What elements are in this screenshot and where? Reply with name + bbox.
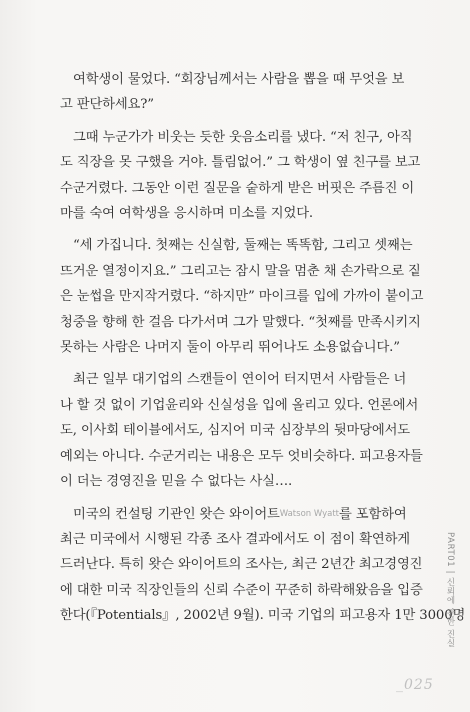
text-line: 예외는 아니다. 수군거리는 내용은 모두 엇비슷하다. 피고용자들 <box>60 448 423 464</box>
text-line: 한다(『Potentials』, 2002년 9월). 미국 기업의 피고용자 1만 3000명 <box>60 608 466 624</box>
text-line: 도 직장을 못 구했을 거야. 틀림없어.” 그 학생이 옆 친구를 보고 <box>60 155 421 171</box>
text-line: 은 눈썹을 만지작거렸다. “하지만” 마이크를 입에 가까이 붙이고 <box>60 289 424 305</box>
text-line: “세 가집니다. 첫째는 신실함, 둘째는 똑똑함, 그리고 셋째는 <box>73 238 413 254</box>
text-line: 청중을 향해 한 걸음 다가서며 그가 말했다. “첫째를 만족시키지 <box>60 314 421 330</box>
text-line: 마를 숙여 여학생을 응시하며 미소를 지었다. <box>60 206 313 222</box>
text-segment: 를 포함하여 <box>339 506 407 522</box>
text-line: 뜨거운 열정이지요.” 그리고는 잠시 말을 멈춘 채 손가락으로 짙 <box>60 263 421 279</box>
running-header-vertical: PART01 | 신뢰에 관한 진실 <box>445 532 455 648</box>
text-line: 못하는 사람은 나머지 둘이 아무리 뛰어나도 소용없습니다.” <box>60 340 400 356</box>
text-line: 이 더는 경영진을 믿을 수 없다는 사실…. <box>60 474 293 490</box>
paragraph-4 <box>60 367 432 494</box>
paragraph-1 <box>60 67 432 118</box>
text-line: 최근 일부 대기업의 스캔들이 연이어 터지면서 사람들은 너 <box>73 372 407 388</box>
text-line: 최근 미국에서 시행된 각종 조사 결과에서도 이 점이 확연하게 <box>60 531 410 547</box>
text-segment: 미국의 컨설팅 기관인 왓슨 와이어트 <box>73 506 280 522</box>
text-line: 그때 누군가가 비웃는 듯한 웃음소리를 냈다. “저 친구, 아직 <box>73 129 413 145</box>
text-line: 여학생이 물었다. “회장님께서는 사람을 뽑을 때 무엇을 보 <box>73 72 405 87</box>
paragraph-3 <box>60 233 432 360</box>
text-line: 고 판단하세요?” <box>60 97 154 113</box>
page-number: _025 <box>396 677 434 693</box>
text-line: 에 대한 미국 직장인들의 신뢰 수준이 꾸준히 하락해왔음을 입증 <box>60 582 423 598</box>
text-line <box>60 502 432 527</box>
text-line: 수군거렸다. 그동안 이런 질문을 숱하게 받은 버핏은 주름진 이 <box>60 180 415 196</box>
text-line: 도, 이사회 테이블에서도, 심지어 미국 심장부의 뒷마당에서도 <box>60 423 410 439</box>
text-line: 나 할 것 없이 기업윤리와 신실성을 입에 올리고 있다. 언론에서 <box>60 397 419 413</box>
paragraph-2 <box>60 125 432 227</box>
text-line: 드러난다. 특히 왓슨 와이어트의 조사는, 최근 2년간 최고경영진 <box>60 557 423 573</box>
english-annotation: Watson Wyatt <box>279 508 340 519</box>
